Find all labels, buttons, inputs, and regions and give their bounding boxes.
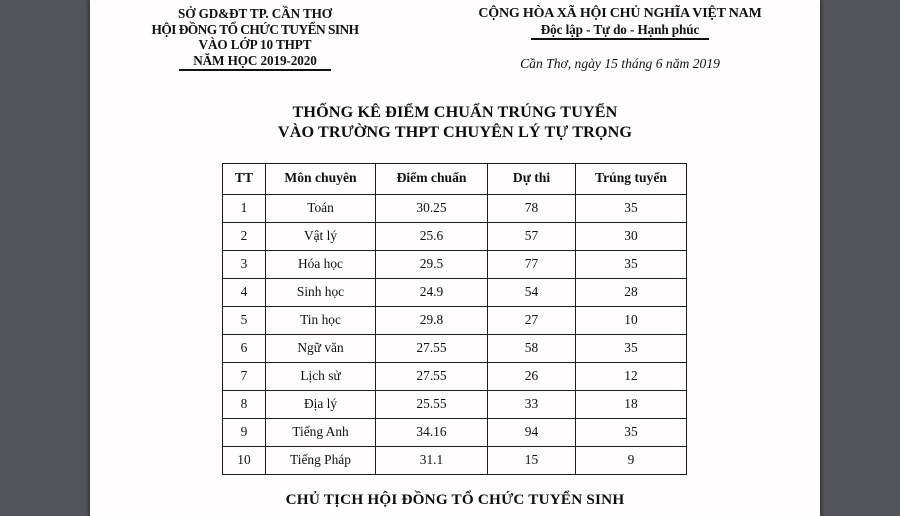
cell-score: 30.25 bbox=[376, 194, 488, 222]
cell-sat: 15 bbox=[488, 446, 576, 474]
cell-score: 29.8 bbox=[376, 306, 488, 334]
cell-subject: Tiếng Anh bbox=[266, 418, 376, 446]
cell-tt: 1 bbox=[223, 194, 266, 222]
page-title-line-1: THỐNG KÊ ĐIỂM CHUẨN TRÚNG TUYỂN bbox=[292, 102, 618, 121]
cell-tt: 2 bbox=[223, 222, 266, 250]
cell-tt: 7 bbox=[223, 362, 266, 390]
cell-admitted: 28 bbox=[576, 278, 687, 306]
document-header bbox=[90, 0, 820, 72]
cell-admitted: 12 bbox=[576, 362, 687, 390]
cell-score: 25.55 bbox=[376, 390, 488, 418]
column-header-subject: Môn chuyên bbox=[266, 163, 376, 194]
cell-subject: Sinh học bbox=[266, 278, 376, 306]
page-title-line-2: VÀO TRƯỜNG THPT CHUYÊN LÝ TỰ TRỌNG bbox=[277, 122, 633, 141]
authority-school-year-wrap bbox=[90, 53, 420, 71]
cell-tt: 4 bbox=[223, 278, 266, 306]
cell-subject: Địa lý bbox=[266, 390, 376, 418]
column-header-admitted: Trúng tuyển bbox=[576, 163, 687, 194]
authority-grade-level: VÀO LỚP 10 THPT bbox=[198, 37, 312, 53]
cell-subject: Tiếng Pháp bbox=[266, 446, 376, 474]
statistics-table-wrap bbox=[90, 163, 820, 475]
table-row bbox=[223, 250, 687, 278]
table-row bbox=[223, 306, 687, 334]
cell-admitted: 35 bbox=[576, 418, 687, 446]
authority-council: HỘI ĐỒNG TỔ CHỨC TUYỂN SINH bbox=[151, 21, 359, 37]
table-row bbox=[223, 334, 687, 362]
cell-sat: 94 bbox=[488, 418, 576, 446]
table-row bbox=[223, 278, 687, 306]
statistics-table bbox=[222, 163, 687, 475]
cell-subject: Toán bbox=[266, 194, 376, 222]
cell-score: 34.16 bbox=[376, 418, 488, 446]
cell-admitted: 35 bbox=[576, 194, 687, 222]
cell-sat: 78 bbox=[488, 194, 576, 222]
table-row bbox=[223, 446, 687, 474]
cell-score: 27.55 bbox=[376, 334, 488, 362]
cell-admitted: 9 bbox=[576, 446, 687, 474]
cell-admitted: 10 bbox=[576, 306, 687, 334]
column-header-sat: Dự thi bbox=[488, 163, 576, 194]
cell-subject: Ngữ văn bbox=[266, 334, 376, 362]
column-header-score: Điểm chuẩn bbox=[376, 163, 488, 194]
table-row bbox=[223, 194, 687, 222]
table-row bbox=[223, 362, 687, 390]
cell-sat: 33 bbox=[488, 390, 576, 418]
cell-sat: 57 bbox=[488, 222, 576, 250]
column-header-tt: TT bbox=[223, 163, 266, 194]
cell-sat: 58 bbox=[488, 334, 576, 362]
table-header-row bbox=[223, 163, 687, 194]
cell-admitted: 35 bbox=[576, 250, 687, 278]
authority-underline bbox=[179, 69, 331, 70]
cell-score: 25.6 bbox=[376, 222, 488, 250]
table-head bbox=[223, 163, 687, 194]
cell-tt: 9 bbox=[223, 418, 266, 446]
cell-subject: Hóa học bbox=[266, 250, 376, 278]
cell-score: 31.1 bbox=[376, 446, 488, 474]
cell-subject: Tin học bbox=[266, 306, 376, 334]
national-motto: Độc lập - Tự do - Hạnh phúc bbox=[540, 21, 700, 37]
document-title bbox=[90, 102, 820, 142]
cell-tt: 5 bbox=[223, 306, 266, 334]
cell-sat: 27 bbox=[488, 306, 576, 334]
header-right-national bbox=[420, 6, 820, 72]
cell-score: 24.9 bbox=[376, 278, 488, 306]
cell-sat: 26 bbox=[488, 362, 576, 390]
table-row bbox=[223, 390, 687, 418]
cell-tt: 6 bbox=[223, 334, 266, 362]
header-left-authority bbox=[90, 6, 420, 72]
authority-school-year: NĂM HỌC 2019-2020 bbox=[193, 52, 317, 68]
cell-subject: Vật lý bbox=[266, 222, 376, 250]
authority-department: SỞ GD&ĐT TP. CẦN THƠ bbox=[178, 6, 332, 21]
cell-sat: 54 bbox=[488, 278, 576, 306]
national-motto-underline bbox=[531, 38, 709, 39]
document-page bbox=[90, 0, 820, 516]
cell-tt: 8 bbox=[223, 390, 266, 418]
cell-score: 27.55 bbox=[376, 362, 488, 390]
cell-admitted: 30 bbox=[576, 222, 687, 250]
cell-admitted: 35 bbox=[576, 334, 687, 362]
place-and-date: Cần Thơ, ngày 15 tháng 6 năm 2019 bbox=[520, 55, 720, 71]
table-row bbox=[223, 418, 687, 446]
table-row bbox=[223, 222, 687, 250]
cell-subject: Lịch sử bbox=[266, 362, 376, 390]
national-name: CỘNG HÒA XÃ HỘI CHỦ NGHĨA VIỆT NAM bbox=[478, 6, 762, 21]
signature-title: CHỦ TỊCH HỘI ĐỒNG TỔ CHỨC TUYỂN SINH bbox=[285, 490, 625, 508]
cell-admitted: 18 bbox=[576, 390, 687, 418]
cell-tt: 10 bbox=[223, 446, 266, 474]
national-motto-wrap bbox=[420, 22, 820, 40]
table-body bbox=[223, 194, 687, 474]
cell-sat: 77 bbox=[488, 250, 576, 278]
cell-tt: 3 bbox=[223, 250, 266, 278]
cell-score: 29.5 bbox=[376, 250, 488, 278]
document-footer bbox=[90, 491, 820, 509]
